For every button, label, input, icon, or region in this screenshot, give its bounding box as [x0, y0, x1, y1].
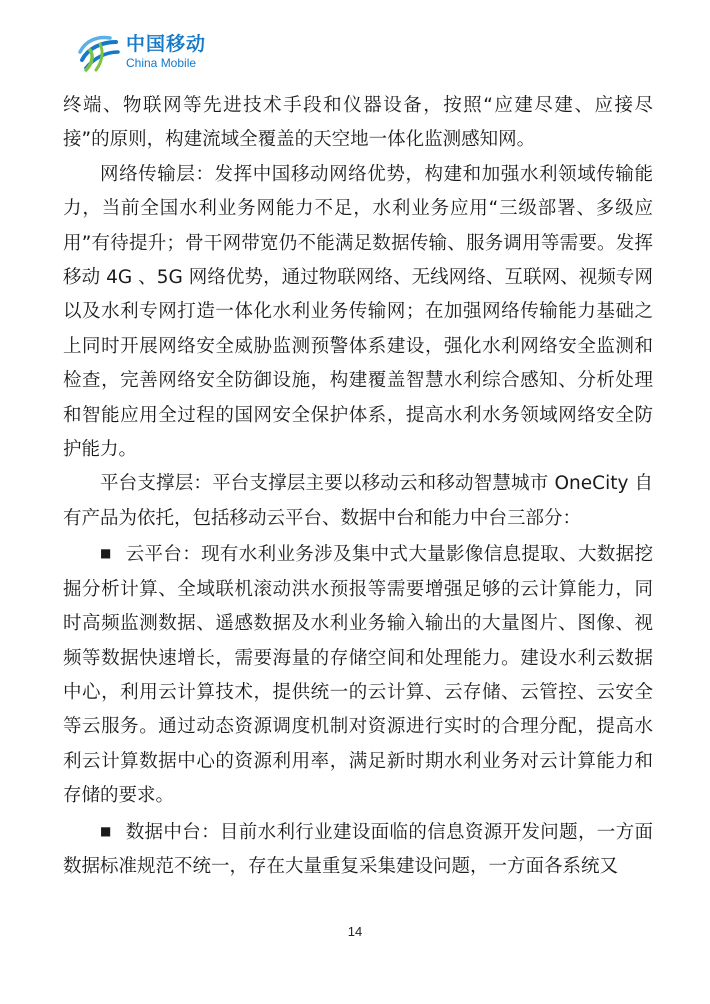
document-body — [63, 89, 653, 884]
document-header — [76, 30, 206, 74]
bullet-text: 数据中台：目前水利行业建设面临的信息资源开发问题，一方面数据标准规范不统一，存在大量重复采集建设问题，一方面各系统又 — [63, 821, 653, 877]
bullet-text: 云平台：现有水利业务涉及集中式大量影像信息提取、大数据挖掘分析计算、全域联机滚动洪水预报等需要增强足够的云计算能力，同时高频监测数据、遥感数据及水利业务输入输出的大量图片、图像、视频等数据快速增长，需要海量的存储空间和处理能力。建设水利云数据中心，利用云计算技术，提供统一的云计算、云存储、云管控、云安全等云服务。通过动态资源调度机制对资源进行实时的合理分配，提高水利云计算数据中心的资源利用率，满足新时期水利业务对云计算能力和存储的要求。 — [63, 544, 653, 807]
body-paragraph: 网络传输层：发挥中国移动网络优势，构建和加强水利领域传输能力，当前全国水利业务网能力不足，水利业务应用“三级部署、多级应用”有待提升；骨干网带宽仍不能满足数据传输、服务调用等需要。发挥移动 4G 、5G 网络优势，通过物联网络、无线网络、互联网、视频专网以及水利专网打造一体化水利业务传输网；在加强网络传输能力基础之上同时开展网络安全威胁监测预警体系建设，强化水利网络安全监测和检查，完善网络安全防御设施，构建覆盖智慧水利综合感知、分析处理和智能应用全过程的国网安全保护体系，提高水利水务领域网络安全防护能力。 — [63, 163, 653, 461]
body-paragraph: 平台支撑层：平台支撑层主要以移动云和移动智慧城市 OneCity 自有产品为依托，包括移动云平台、数据中台和能力中台三部分： — [63, 473, 653, 529]
bullet-square-icon: ■ — [100, 546, 112, 561]
logo-chinese-name: 中国移动 — [126, 33, 207, 55]
bullet-paragraph — [63, 814, 653, 885]
logo-english-name: China Mobile — [126, 56, 197, 70]
logo-text — [126, 35, 206, 69]
page-number: 14 — [347, 924, 363, 939]
bullet-paragraph — [63, 536, 653, 813]
bullet-square-icon: ■ — [100, 823, 112, 838]
body-paragraph: 终端、物联网等先进技术手段和仪器设备，按照“应建尽建、应接尽接”的原则，构建流域全覆盖的天空地一体化监测感知网。 — [63, 95, 653, 151]
china-mobile-logo-icon — [76, 30, 120, 74]
